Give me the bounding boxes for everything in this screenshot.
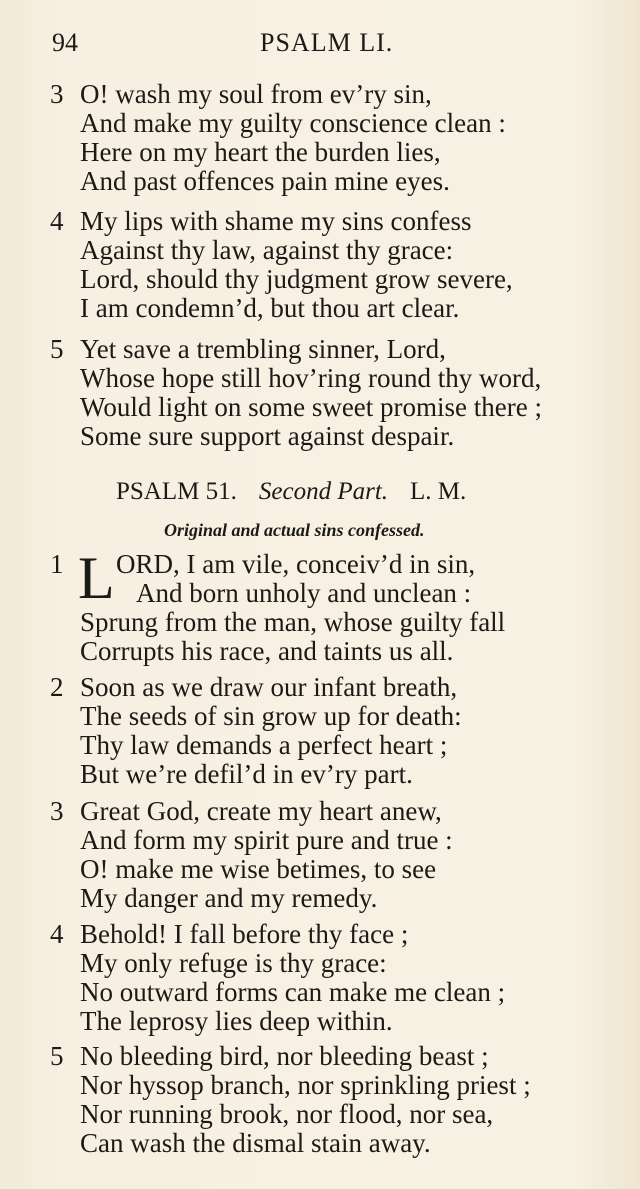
running-title: PSALM LI. xyxy=(260,28,394,57)
verse-line: Nor hyssop branch, nor sprinkling priest ; xyxy=(80,1070,531,1100)
verse-line: Can wash the dismal stain away. xyxy=(80,1128,431,1158)
verse-line: The leprosy lies deep within. xyxy=(80,1006,393,1036)
stanza-number: 2 xyxy=(50,672,64,702)
verse-line: But we’re defil’d in ev’ry part. xyxy=(80,759,413,789)
psalm-heading xyxy=(116,478,466,506)
verse-line: Yet save a trembling sinner, Lord, xyxy=(80,334,446,364)
verse-line: Sprung from the man, whose guilty fall xyxy=(80,607,506,637)
verse-line: I am condemn’d, but thou art clear. xyxy=(80,293,460,323)
stanza-4-first-part xyxy=(50,207,630,323)
verse-line: And past offences pain mine eyes. xyxy=(80,166,450,196)
drop-cap: L xyxy=(78,545,115,611)
verse-line: Great God, create my heart anew, xyxy=(80,796,442,826)
verse-line: And make my guilty conscience clean : xyxy=(80,108,506,138)
verse-line: My lips with shame my sins confess xyxy=(80,206,472,236)
verse-line: Nor running brook, nor flood, nor sea, xyxy=(80,1099,494,1129)
verse-line: No bleeding bird, nor bleeding beast ; xyxy=(80,1041,489,1071)
stanza-4-second-part xyxy=(50,920,630,1036)
verse-line: O! wash my soul from ev’ry sin, xyxy=(80,79,432,109)
verse-line: Thy law demands a perfect heart ; xyxy=(80,730,448,760)
verse-line: Some sure support against despair. xyxy=(80,421,455,451)
stanza-number: 1 xyxy=(50,549,64,579)
stanza-number: 3 xyxy=(50,79,64,109)
stanza-3-first-part xyxy=(50,80,630,196)
verse-line: ORD, I am vile, conceiv’d in sin, xyxy=(116,549,476,579)
verse-line: Would light on some sweet promise there ; xyxy=(80,392,542,422)
verse-line: My only refuge is thy grace: xyxy=(80,948,387,978)
stanza-number: 3 xyxy=(50,796,64,826)
stanza-3-second-part xyxy=(50,797,630,913)
verse-line: O! make me wise betimes, to see xyxy=(80,854,437,884)
verse-line: Behold! I fall before thy face ; xyxy=(80,919,409,949)
part-label: Second Part. xyxy=(258,478,389,505)
stanza-number: 5 xyxy=(50,334,64,364)
verse-line: Corrupts his race, and taints us all. xyxy=(80,636,454,666)
stanza-5-second-part xyxy=(50,1042,630,1158)
stanza-1-second-part xyxy=(50,545,630,666)
meter-label: L. M. xyxy=(410,478,467,505)
verse-line: My danger and my remedy. xyxy=(80,883,378,913)
verse-line: And born unholy and unclean : xyxy=(136,578,472,608)
stanza-number: 4 xyxy=(50,919,64,949)
stanza-2-second-part xyxy=(50,673,630,789)
stanza-number: 4 xyxy=(50,206,64,236)
page-number: 94 xyxy=(52,28,78,57)
verse-line: Lord, should thy judgment grow severe, xyxy=(80,264,513,294)
psalm-number: PSALM 51. xyxy=(116,478,237,505)
verse-line: Here on my heart the burden lies, xyxy=(80,137,441,167)
verse-line: And form my spirit pure and true : xyxy=(80,825,453,855)
verse-line: No outward forms can make me clean ; xyxy=(80,977,506,1007)
verse-line: The seeds of sin grow up for death: xyxy=(80,701,462,731)
verse-line: Whose hope still hov’ring round thy word, xyxy=(80,363,542,393)
verse-line: Soon as we draw our infant breath, xyxy=(80,672,458,702)
stanza-number: 5 xyxy=(50,1041,64,1071)
stanza-5-first-part xyxy=(50,335,630,451)
verse-line: Against thy law, against thy grace: xyxy=(80,235,454,265)
page-header xyxy=(52,28,612,62)
psalm-subtitle: Original and actual sins confessed. xyxy=(164,520,425,540)
